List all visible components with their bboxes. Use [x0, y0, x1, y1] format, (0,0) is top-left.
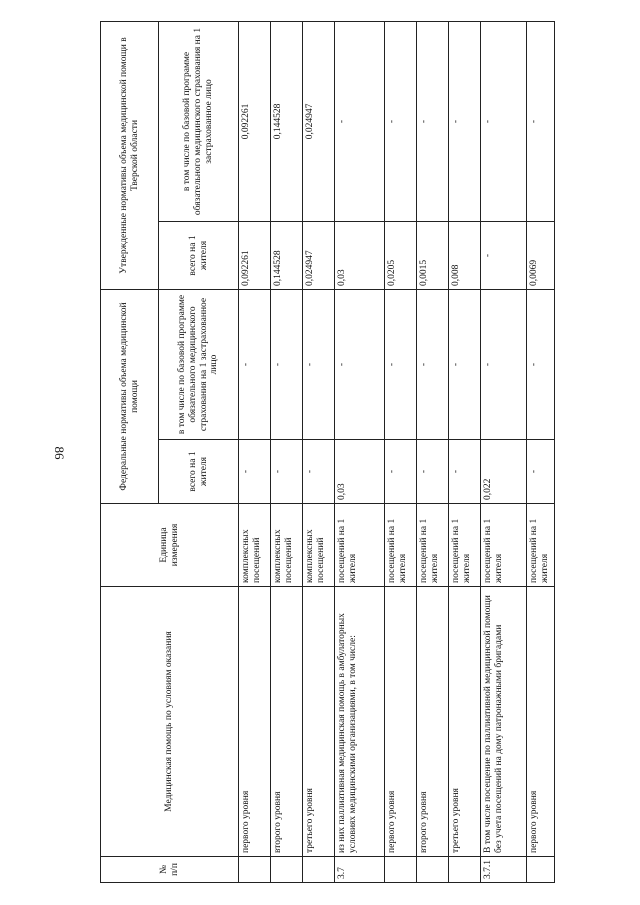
row-num [303, 857, 335, 883]
row-federal-oms: - [385, 289, 417, 439]
row-approved-oms: 0,144528 [271, 21, 303, 221]
row-num [239, 857, 271, 883]
row-unit: посещений на 1 жителя [335, 504, 385, 587]
header-federal-oms: в том числе по базовой программе обязательного медицинского страхования на 1 застрахованное лицо [159, 289, 239, 439]
row-federal-oms: - [335, 289, 385, 439]
row-unit: посещений на 1 жителя [481, 504, 527, 587]
row-unit: комплексных посещений [271, 504, 303, 587]
row-federal-oms: - [481, 289, 527, 439]
row-federal-oms: - [417, 289, 449, 439]
table-row [303, 21, 335, 882]
row-num [449, 857, 481, 883]
row-approved-oms: - [527, 21, 555, 221]
row-federal-oms: - [527, 289, 555, 439]
row-federal-total: - [449, 440, 481, 504]
row-name: В том числе посещение по паллиативной медицинской помощи без учета посещений на дому патронажными бригадами [481, 587, 527, 857]
row-federal-total: - [527, 440, 555, 504]
row-approved-total: 0,0069 [527, 221, 555, 289]
row-federal-total: 0,022 [481, 440, 527, 504]
row-name: первого уровня [385, 587, 417, 857]
row-unit: посещений на 1 жителя [449, 504, 481, 587]
row-name: первого уровня [239, 587, 271, 857]
row-approved-total: - [481, 221, 527, 289]
row-approved-total: 0,0015 [417, 221, 449, 289]
row-unit: комплексных посещений [239, 504, 271, 587]
row-approved-oms: - [335, 21, 385, 221]
table-row [239, 21, 271, 882]
table-row [385, 21, 417, 882]
row-approved-total: 0,144528 [271, 221, 303, 289]
row-name: третьего уровня [449, 587, 481, 857]
row-approved-oms: 0,024947 [303, 21, 335, 221]
table-row [335, 21, 385, 882]
rotated-table-wrapper [100, 22, 550, 883]
header-approved-oms: в том числе по базовой программе обязательного медицинского страхования на 1 застрахованное лицо [159, 21, 239, 221]
row-federal-oms: - [271, 289, 303, 439]
row-name: первого уровня [527, 587, 555, 857]
header-num: № п/п [101, 857, 239, 883]
row-num [271, 857, 303, 883]
row-federal-oms: - [303, 289, 335, 439]
row-num [385, 857, 417, 883]
row-federal-total: - [271, 440, 303, 504]
row-approved-oms: - [417, 21, 449, 221]
row-name: третьего уровня [303, 587, 335, 857]
row-federal-total: - [303, 440, 335, 504]
row-unit: посещений на 1 жителя [417, 504, 449, 587]
row-federal-total: 0,03 [335, 440, 385, 504]
row-approved-total: 0,092261 [239, 221, 271, 289]
row-num [527, 857, 555, 883]
row-federal-oms: - [449, 289, 481, 439]
header-federal-total: всего на 1 жителя [159, 440, 239, 504]
row-unit: посещений на 1 жителя [385, 504, 417, 587]
row-federal-total: - [385, 440, 417, 504]
row-federal-total: - [239, 440, 271, 504]
norms-table [100, 21, 555, 883]
row-num [417, 857, 449, 883]
row-approved-oms: - [385, 21, 417, 221]
row-name: второго уровня [271, 587, 303, 857]
header-care-type: Медицинская помощь по условиям оказания [101, 587, 239, 857]
row-federal-total: - [417, 440, 449, 504]
row-num: 3.7.1 [481, 857, 527, 883]
row-unit: комплексных посещений [303, 504, 335, 587]
row-unit: посещений на 1 жителя [527, 504, 555, 587]
header-approved-total: всего на 1 жителя [159, 221, 239, 289]
row-approved-total: 0,024947 [303, 221, 335, 289]
row-approved-oms: - [481, 21, 527, 221]
row-name: из них паллиативная медицинская помощь в амбулаторных условиях медицинскими организациями, в том числе: [335, 587, 385, 857]
header-approved-norms: Утвержденные нормативы объема медицинской помощи в Тверской области [101, 21, 159, 289]
row-federal-oms: - [239, 289, 271, 439]
row-approved-total: 0,0205 [385, 221, 417, 289]
table-row [271, 21, 303, 882]
table-row [481, 21, 527, 882]
row-approved-oms: - [449, 21, 481, 221]
row-approved-total: 0,008 [449, 221, 481, 289]
row-approved-total: 0,03 [335, 221, 385, 289]
header-unit: Единица измерения [101, 504, 239, 587]
table-row [417, 21, 449, 882]
table-row [527, 21, 555, 882]
row-num: 3.7 [335, 857, 385, 883]
header-federal-norms: Федеральные нормативы объема медицинской помощи [101, 289, 159, 503]
row-name: второго уровня [417, 587, 449, 857]
row-approved-oms: 0,092261 [239, 21, 271, 221]
page-number: 86 [52, 446, 67, 460]
table-row [449, 21, 481, 882]
